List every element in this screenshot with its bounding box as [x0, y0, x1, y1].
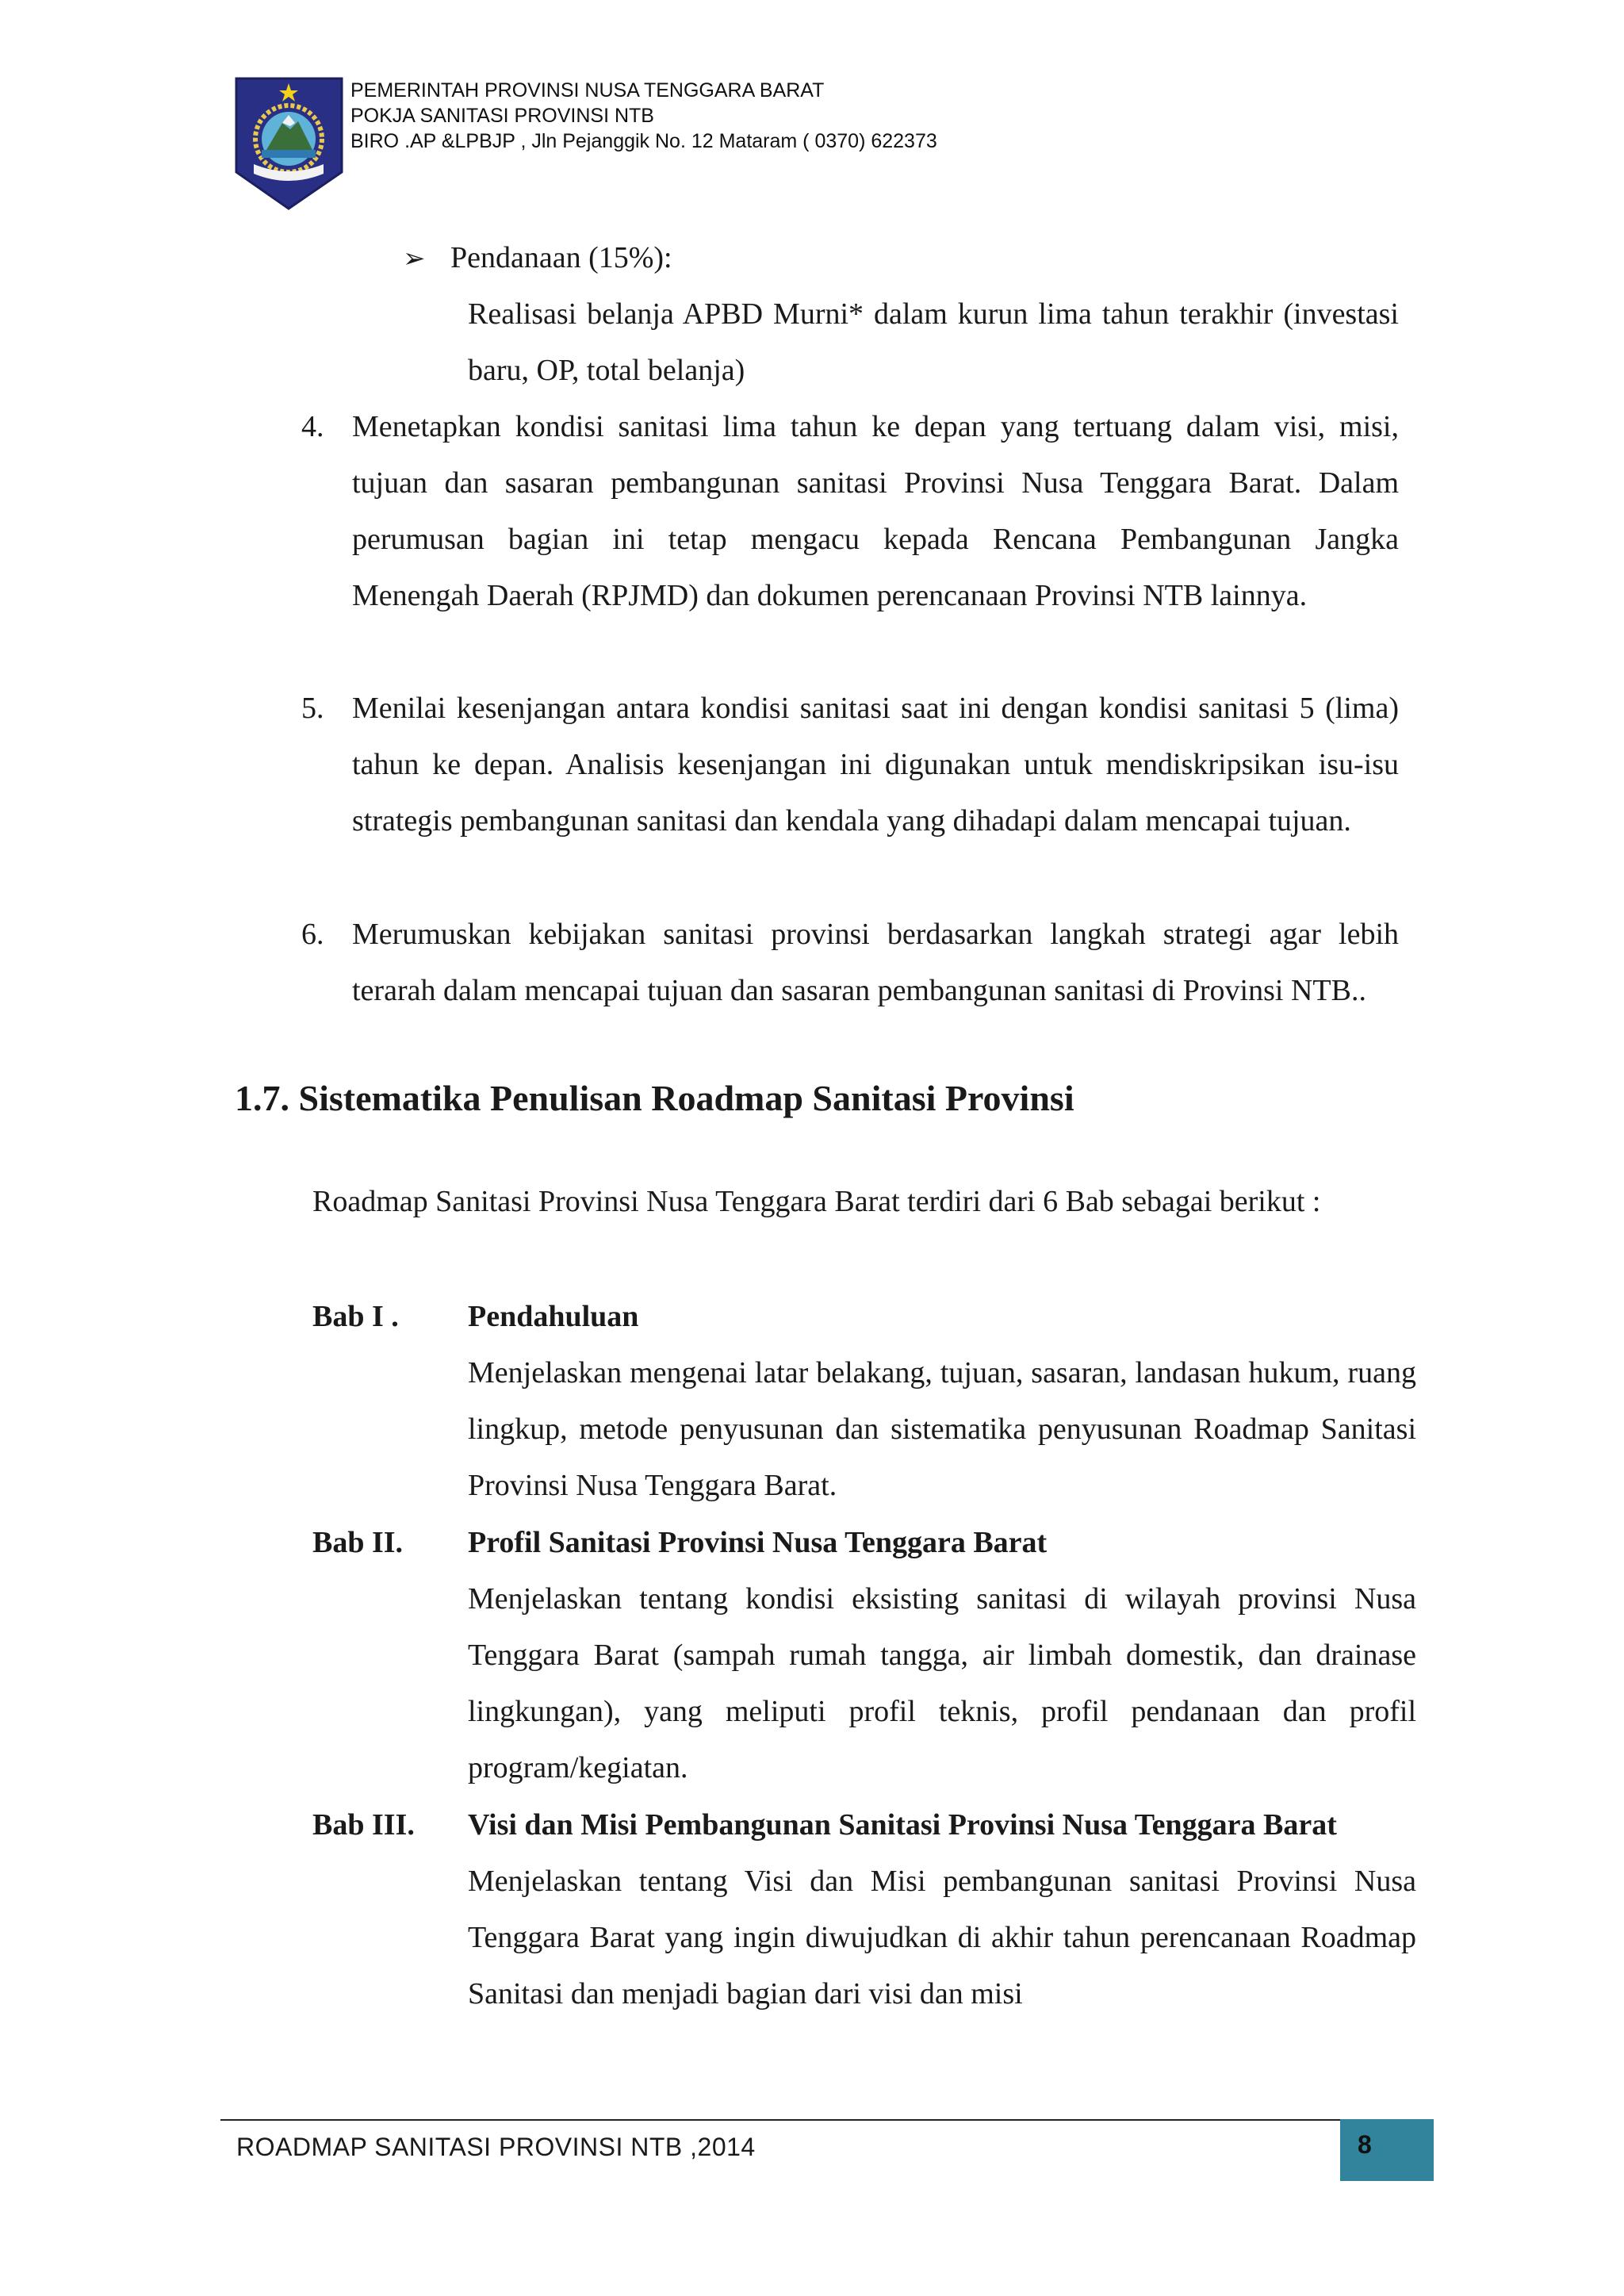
page-number-box — [1340, 2119, 1434, 2181]
letterhead-address: BIRO .AP &LPBJP , Jln Pejanggik No. 12 Mataram ( 0370) 622373 — [350, 130, 937, 152]
letterhead — [350, 78, 937, 154]
bab-label: Bab II. — [312, 1526, 404, 1559]
footer-title: ROADMAP SANITASI PROVINSI NTB ,2014 — [236, 2133, 756, 2161]
list-number: 4. — [301, 410, 324, 443]
section-title: 1.7. Sistematika Penulisan Roadmap Sanitasi Provinsi — [235, 1078, 1074, 1118]
bab-title: Visi dan Misi Pembangunan Sanitasi Provinsi Nusa Tenggara Barat — [468, 1808, 1337, 1842]
list-number: 6. — [301, 918, 324, 951]
ntb-province-emblem-icon — [235, 77, 343, 210]
footer-divider — [220, 2119, 1340, 2121]
page-number: 8 — [1358, 2130, 1372, 2159]
list-number: 5. — [301, 692, 324, 725]
bab-title: Profil Sanitasi Provinsi Nusa Tenggara Barat — [468, 1526, 1048, 1559]
bab-label: Bab I . — [312, 1300, 399, 1333]
list-item: Menetapkan kondisi sanitasi lima tahun ke depan yang tertuang dalam visi, misi, tujuan dan sasaran pembangunan sanitasi Provinsi Nusa Tenggara Barat. Dalam perumusan bagian ini tetap mengacu kepada Rencana Pembangunan Jangka Menengah Daerah (RPJMD) dan dokumen perencanaan Provinsi NTB lainnya. — [352, 410, 1399, 612]
letterhead-pokja: POKJA SANITASI PROVINSI NTB — [350, 105, 654, 127]
bab-label: Bab III. — [312, 1808, 415, 1842]
bullet-pendanaan — [403, 230, 672, 287]
list-item: Menilai kesenjangan antara kondisi sanitasi saat ini dengan kondisi sanitasi 5 (lima) tahun ke depan. Analisis kesenjangan ini digunakan untuk mendiskripsikan isu-isu strategis pembangunan sanitasi dan kendala yang dihadapi dalam mencapai tujuan. — [352, 692, 1399, 838]
bab-description: Menjelaskan tentang Visi dan Misi pembangunan sanitasi Provinsi Nusa Tenggara Barat yang ingin diwujudkan di akhir tahun perencanaan Roadmap Sanitasi dan menjadi bagian dari visi dan misi — [468, 1865, 1416, 2010]
bab-title: Pendahuluan — [468, 1300, 639, 1333]
bullet-label: Pendanaan (15%): — [450, 241, 672, 274]
letterhead-government: PEMERINTAH PROVINSI NUSA TENGGARA BARAT — [350, 79, 825, 102]
list-item: Merumuskan kebijakan sanitasi provinsi berdasarkan langkah strategi agar lebih terarah dalam mencapai tujuan dan sasaran pembangunan sanitasi di Provinsi NTB.. — [352, 918, 1399, 1007]
bab-description: Menjelaskan tentang kondisi eksisting sanitasi di wilayah provinsi Nusa Tenggara Barat (sampah rumah tangga, air limbah domestik, dan drainase lingkungan), yang meliputi profil teknis, profil pendanaan dan profil program/kegiatan. — [468, 1582, 1416, 1784]
bab-description: Menjelaskan mengenai latar belakang, tujuan, sasaran, landasan hukum, ruang lingkup, metode penyusunan dan sistematika penyusunan Roadmap Sanitasi Provinsi Nusa Tenggara Barat. — [468, 1356, 1416, 1502]
arrow-bullet-icon: ➢ — [403, 243, 426, 274]
section-intro: Roadmap Sanitasi Provinsi Nusa Tenggara Barat terdiri dari 6 Bab sebagai berikut : — [312, 1185, 1321, 1218]
bullet-text: Realisasi belanja APBD Murni* dalam kurun lima tahun terakhir (investasi baru, OP, total belanja) — [468, 297, 1399, 387]
